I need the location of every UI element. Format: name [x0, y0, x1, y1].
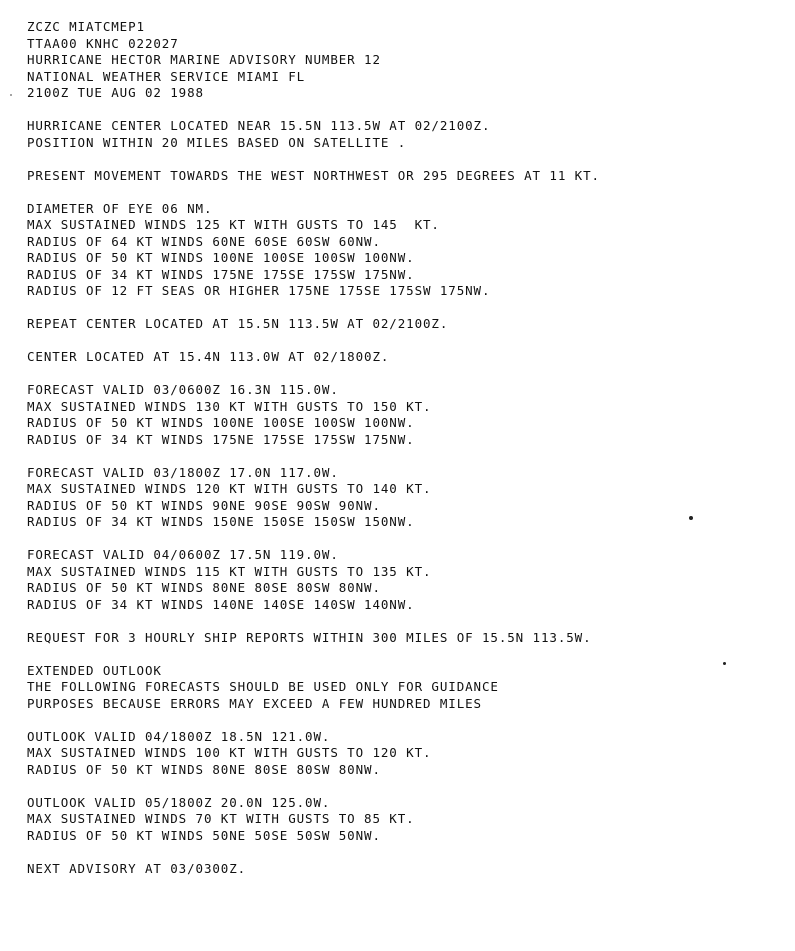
scan-speck	[723, 662, 726, 665]
extended-outlook-heading: EXTENDED OUTLOOK	[27, 662, 162, 678]
forecast-line: FORECAST VALID 03/0600Z 16.3N 115.0W.	[27, 382, 339, 397]
forecast-line: FORECAST VALID 04/0600Z 17.5N 119.0W.	[27, 547, 339, 562]
forecast-line: FORECAST VALID 03/1800Z 17.0N 117.0W.	[27, 464, 339, 480]
scan-speck	[10, 94, 12, 96]
center-line: HURRICANE CENTER LOCATED NEAR 15.5N 113.5W AT 02/2100Z.	[27, 118, 491, 133]
outlook-line: OUTLOOK VALID 04/1800Z 18.5N 121.0W.	[27, 728, 331, 744]
outlook-block	[27, 795, 787, 845]
center-line: POSITION WITHIN 20 MILES BASED ON SATELLITE .	[27, 134, 407, 150]
forecast-line: MAX SUSTAINED WINDS 130 KT WITH GUSTS TO 150 KT.	[27, 398, 432, 414]
conditions-line: RADIUS OF 50 KT WINDS 100NE 100SE 100SW 100NW.	[27, 250, 415, 265]
outlook-line: RADIUS OF 50 KT WINDS 50NE 50SE 50SW 50NW.	[27, 827, 381, 843]
forecast-line: MAX SUSTAINED WINDS 115 KT WITH GUSTS TO 135 KT.	[27, 563, 432, 579]
scan-speck	[689, 516, 693, 520]
conditions-line: RADIUS OF 34 KT WINDS 175NE 175SE 175SW 175NW.	[27, 266, 415, 282]
forecast-line: RADIUS OF 34 KT WINDS 140NE 140SE 140SW 140NW.	[27, 596, 415, 612]
forecast-line: RADIUS OF 34 KT WINDS 175NE 175SE 175SW 175NW.	[27, 431, 415, 447]
current-conditions-block	[27, 201, 787, 300]
previous-center-block	[27, 349, 787, 366]
forecast-block	[27, 382, 787, 448]
header-line: ZCZC MIATCMEP1	[27, 19, 145, 34]
repeat-center-line: REPEAT CENTER LOCATED AT 15.5N 113.5W AT 02/2100Z.	[27, 316, 449, 331]
conditions-line: RADIUS OF 12 FT SEAS OR HIGHER 175NE 175SE 175SW 175NW.	[27, 283, 491, 298]
repeat-center-block	[27, 316, 787, 333]
forecast-line: RADIUS OF 50 KT WINDS 100NE 100SE 100SW 100NW.	[27, 415, 415, 430]
extended-outlook-block	[27, 663, 787, 713]
forecast-block	[27, 465, 787, 531]
outlook-line: RADIUS OF 50 KT WINDS 80NE 80SE 80SW 80NW.	[27, 761, 381, 777]
ship-request-line: REQUEST FOR 3 HOURLY SHIP REPORTS WITHIN 300 MILES OF 15.5N 113.5W.	[27, 629, 592, 645]
previous-center-line: CENTER LOCATED AT 15.4N 113.0W AT 02/1800Z.	[27, 349, 390, 364]
conditions-line: MAX SUSTAINED WINDS 125 KT WITH GUSTS TO 145 KT.	[27, 217, 440, 232]
forecast-line: RADIUS OF 34 KT WINDS 150NE 150SE 150SW 150NW.	[27, 514, 415, 529]
outlook-line: MAX SUSTAINED WINDS 70 KT WITH GUSTS TO 85 KT.	[27, 811, 415, 826]
movement-line: PRESENT MOVEMENT TOWARDS THE WEST NORTHWEST OR 295 DEGREES AT 11 KT.	[27, 167, 600, 183]
issue-time: 2100Z TUE AUG 02 1988	[27, 85, 204, 100]
movement-block	[27, 168, 787, 185]
header-block	[27, 19, 787, 102]
ship-request-block	[27, 630, 787, 647]
forecast-block	[27, 547, 787, 613]
forecast-line: MAX SUSTAINED WINDS 120 KT WITH GUSTS TO 140 KT.	[27, 481, 432, 496]
extended-outlook-line: PURPOSES BECAUSE ERRORS MAY EXCEED A FEW HUNDRED MILES	[27, 695, 482, 711]
advisory-text	[27, 19, 787, 877]
conditions-line: DIAMETER OF EYE 06 NM.	[27, 200, 213, 216]
header-line: TTAA00 KNHC 022027	[27, 35, 179, 51]
outlook-block	[27, 729, 787, 779]
center-block	[27, 118, 787, 151]
forecast-line: RADIUS OF 50 KT WINDS 90NE 90SE 90SW 90NW.	[27, 497, 381, 513]
advisory-title: HURRICANE HECTOR MARINE ADVISORY NUMBER 12	[27, 52, 381, 67]
header-line: NATIONAL WEATHER SERVICE MIAMI FL	[27, 68, 306, 84]
conditions-line: RADIUS OF 64 KT WINDS 60NE 60SE 60SW 60NW.	[27, 233, 381, 249]
extended-outlook-line: THE FOLLOWING FORECASTS SHOULD BE USED ONLY FOR GUIDANCE	[27, 679, 499, 694]
outlook-line: OUTLOOK VALID 05/1800Z 20.0N 125.0W.	[27, 794, 331, 810]
next-advisory-block	[27, 861, 787, 878]
next-advisory-line: NEXT ADVISORY AT 03/0300Z.	[27, 860, 247, 876]
forecast-line: RADIUS OF 50 KT WINDS 80NE 80SE 80SW 80NW.	[27, 580, 381, 595]
outlook-line: MAX SUSTAINED WINDS 100 KT WITH GUSTS TO 120 KT.	[27, 745, 432, 760]
